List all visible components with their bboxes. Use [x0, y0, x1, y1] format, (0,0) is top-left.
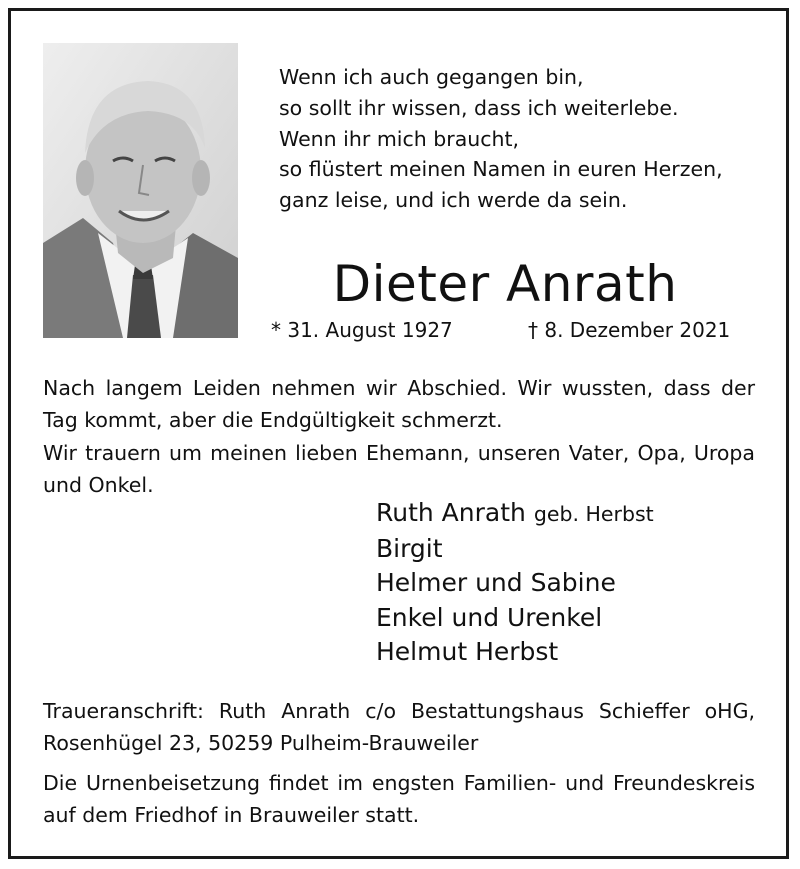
- death-date: † 8. Dezember 2021: [528, 318, 731, 342]
- poem: [279, 62, 723, 216]
- deceased-name: Dieter Anrath: [332, 255, 678, 313]
- mourners-list: [376, 496, 654, 670]
- mourner-line: Helmer und Sabine: [376, 568, 616, 597]
- maiden-name-note: geb. Herbst: [533, 502, 654, 526]
- mourning-address: Traueranschrift: Ruth Anrath c/o Bestattungshaus Schieffer oHG, Rosenhügel 23, 50259 Pulheim-Brauweiler: [43, 699, 755, 755]
- birth-date: * 31. August 1927: [271, 318, 453, 342]
- farewell-paragraph: Nach langem Leiden nehmen wir Abschied. Wir wussten, dass der Tag kommt, aber die Endgültigkeit schmerzt.: [43, 376, 755, 432]
- poem-line: so sollt ihr wissen, dass ich weiterlebe.: [279, 95, 679, 120]
- mourner-line: [376, 496, 654, 532]
- poem-line: Wenn ihr mich braucht,: [279, 126, 520, 151]
- mourner-line: Helmut Herbst: [376, 637, 559, 666]
- mourning-paragraph: Wir trauern um meinen lieben Ehemann, unseren Vater, Opa, Uropa und Onkel.: [43, 441, 755, 497]
- mourner-line: Enkel und Urenkel: [376, 602, 603, 632]
- poem-line: Wenn ich auch gegangen bin,: [279, 65, 584, 89]
- urn-burial-notice: Die Urnenbeisetzung findet im engsten Familien- und Freundeskreis auf dem Friedhof in Brauweiler statt.: [43, 771, 755, 827]
- poem-line: ganz leise, und ich werde da sein.: [279, 188, 628, 213]
- poem-line: so flüstert meinen Namen in euren Herzen,: [279, 157, 723, 182]
- mourner-name: Ruth Anrath: [376, 498, 526, 527]
- mourner-line: Birgit: [376, 533, 443, 563]
